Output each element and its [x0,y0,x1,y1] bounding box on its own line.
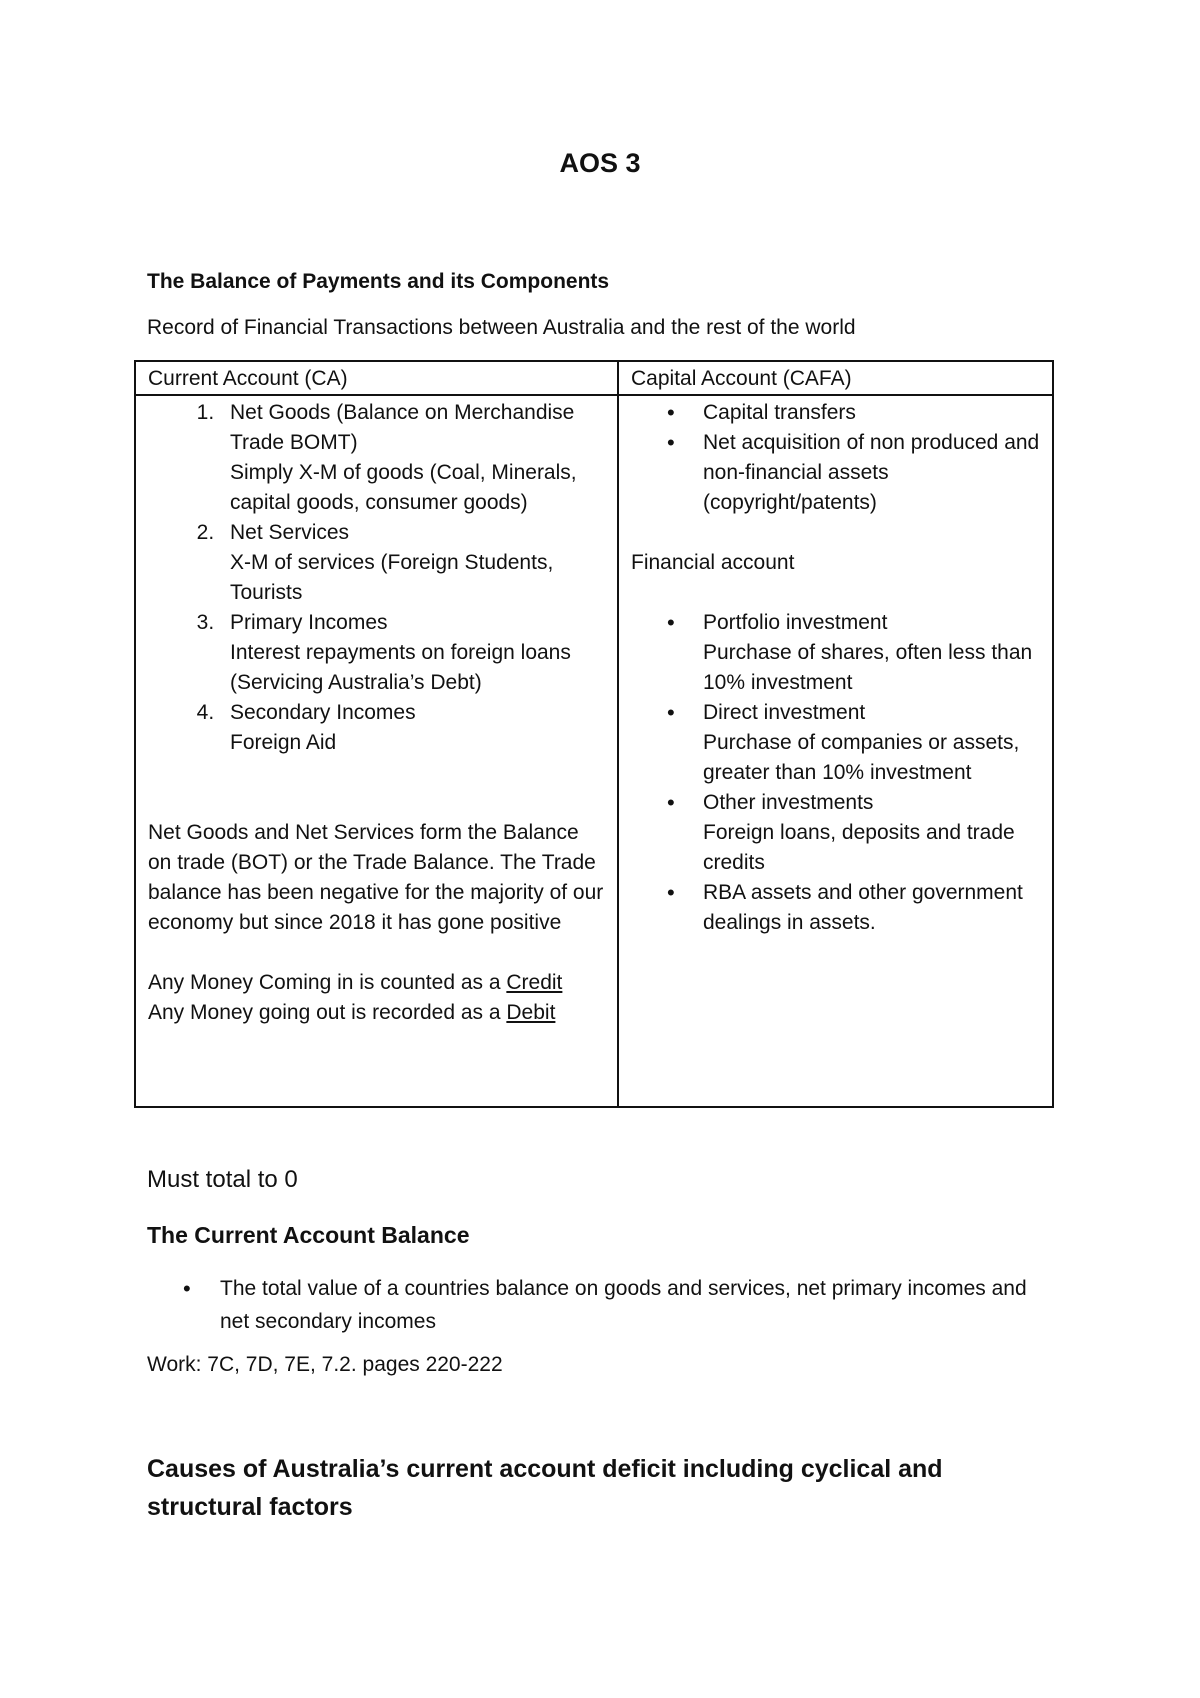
list-item-detail: Purchase of shares, often less than 10% investment [703,641,1033,694]
list-item-detail: Interest repayments on foreign loans (Servicing Australia’s Debt) [230,641,571,694]
list-item-detail: X-M of services (Foreign Students, Tourists [230,551,554,604]
list-item [703,878,1042,938]
debit-prefix: Any Money going out is recorded as a [148,1001,507,1024]
capital-account-list [631,398,1042,518]
list-item [703,788,1042,878]
financial-account-list [631,608,1042,938]
balance-of-payments-table [134,360,1054,1108]
list-item [703,608,1042,698]
list-item-title: Net Services [230,521,350,544]
list-item: • Capital transfers [703,398,1042,428]
list-item-title: Primary Incomes [230,611,388,634]
credit-line [148,968,607,998]
capital-account-header: Capital Account (CAFA) [618,361,1053,395]
current-account-header: Current Account (CA) [135,361,618,395]
bullet-icon: • [183,1276,191,1301]
list-item-detail: Foreign loans, deposits and trade credits [703,821,1015,874]
credit-prefix: Any Money Coming in is counted as a [148,971,507,994]
list-item-title: Direct investment [703,701,866,724]
list-item: • Net acquisition of non produced and non-financial assets (copyright/patents) [703,428,1042,518]
must-total-note: Must total to 0 [147,1166,298,1193]
current-account-bullet: The total value of a countries balance on goods and services, net primary incomes and net secondary incomes [220,1277,1027,1333]
list-item-title: Secondary Incomes [230,701,416,724]
list-item-title: Net Goods (Balance on Merchandise Trade BOMT) [230,401,575,454]
current-account-list [148,398,607,758]
list-item [220,698,607,758]
current-account-balance-heading: The Current Account Balance [147,1222,470,1248]
credit-word: Credit [506,971,563,994]
work-reference: Work: 7C, 7D, 7E, 7.2. pages 220-222 [147,1353,503,1376]
trade-balance-paragraph: Net Goods and Net Services form the Balance on trade (BOT) or the Trade Balance. The Trade balance has been negative for the majority of our economy but since 2018 it has gone positive [148,821,604,934]
debit-line [148,998,607,1028]
capital-account-cell [618,395,1053,1107]
causes-heading: Causes of Australia’s current account deficit including cyclical and structural factors [147,1455,943,1521]
list-item-detail: Foreign Aid [230,731,337,754]
current-account-cell [135,395,618,1107]
list-item [220,398,607,518]
list-item-detail: Simply X-M of goods (Coal, Minerals, capital goods, consumer goods) [230,461,577,514]
debit-word: Debit [506,1001,556,1024]
financial-account-heading: Financial account [631,551,795,574]
list-item [703,698,1042,788]
list-item-title: RBA assets and other government dealings in assets. [703,881,1023,934]
list-item [220,608,607,698]
list-item-title: Other investments [703,791,874,814]
page-title: AOS 3 [559,148,641,178]
list-item-title: Portfolio investment [703,611,888,634]
section-heading: The Balance of Payments and its Components [147,270,610,293]
list-item [220,518,607,608]
subtitle: Record of Financial Transactions between Australia and the rest of the world [147,316,856,339]
list-item-detail: Purchase of companies or assets, greater than 10% investment [703,731,1020,784]
